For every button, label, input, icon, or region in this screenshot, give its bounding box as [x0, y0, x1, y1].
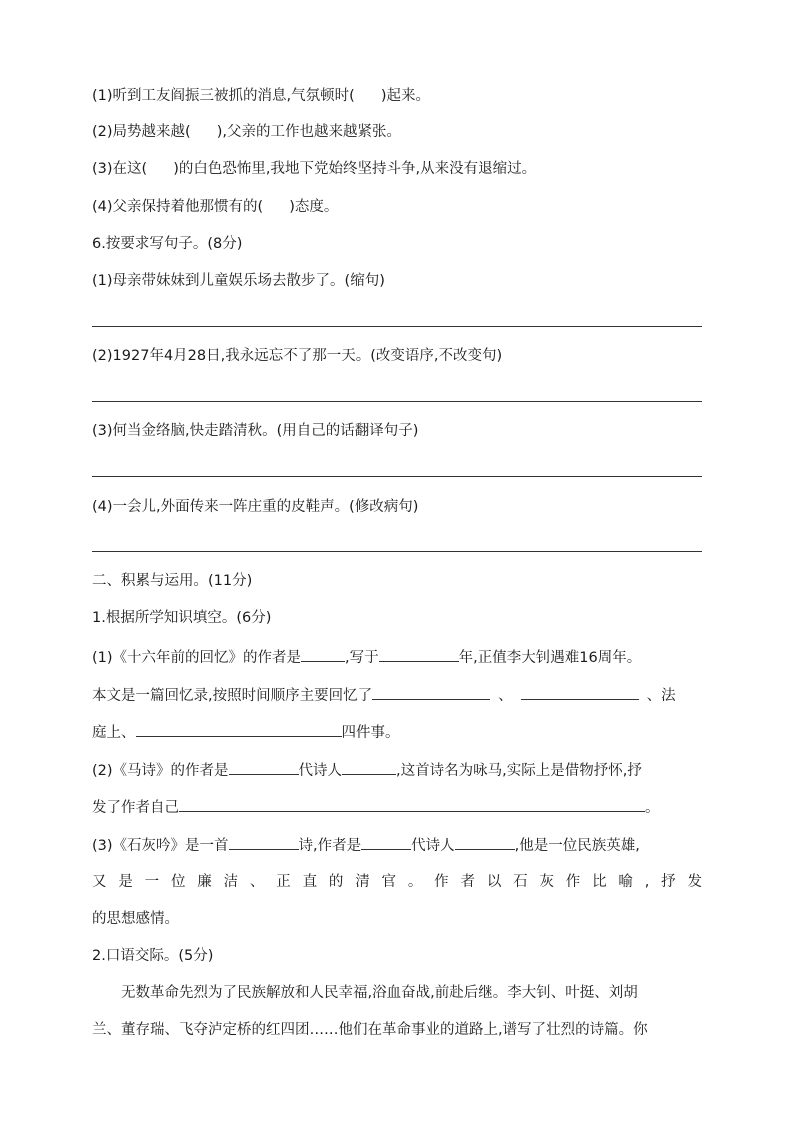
q5-item-4-pre: (4)父亲保持着他那惯有的(: [92, 199, 264, 215]
s2-q1-1-text-h: 四件事。: [341, 725, 400, 741]
q5-item-1-post: )起来。: [380, 88, 430, 104]
author-blank[interactable]: [301, 646, 345, 662]
poem-type-blank[interactable]: [229, 834, 299, 850]
q6-title: 6.按要求写句子。(8分): [92, 236, 243, 252]
s2-q1-1-text-a: (1)《十六年前的回忆》的作者是: [92, 650, 302, 666]
poet-blank-2[interactable]: [455, 834, 515, 850]
s2-q1-2-line-1: [92, 759, 642, 781]
s2-q1-1-line-1: [92, 646, 641, 668]
s2-q1-1-line-3: [92, 721, 400, 743]
year-blank[interactable]: [379, 646, 459, 662]
s2-q1-2-line-2: [92, 796, 660, 818]
s2-q1-3-line-2: 又是一位廉洁、正直的清官。作者以石灰作比喻,抒发: [92, 874, 702, 890]
q6-item-2: (2)1927年4月28日,我永远忘不了那一天。(改变语序,不改变句): [92, 348, 503, 364]
q5-item-2-pre: (2)局势越来越(: [92, 124, 191, 140]
q5-item-3-pre: (3)在这(: [92, 161, 148, 177]
q6-item-1: (1)母亲带妹妹到儿童娱乐场去散步了。(缩句): [92, 273, 385, 289]
q5-item-3-post: )的白色恐怖里,我地下党始终坚持斗争,从来没有退缩过。: [173, 161, 537, 177]
s2-q1-3-line-3: 的思想感情。: [92, 911, 179, 927]
s2-q1-1-text-b: ,写于: [345, 650, 379, 666]
q5-item-3: [92, 159, 536, 179]
s2-q1-1-text-f: 、法: [646, 688, 676, 704]
q5-item-4-post: )态度。: [289, 199, 339, 215]
s2-q1-title: 1.根据所学知识填空。(6分): [92, 610, 272, 626]
s2-q2-paragraph-line-1: 无数革命先烈为了民族解放和人民幸福,浴血奋战,前赴后继。李大钊、叶挺、刘胡: [121, 985, 638, 1001]
section-2-title: 二、积累与运用。(11分): [92, 573, 253, 589]
s2-q1-3-text-a: (3)《石灰吟》是一首: [92, 838, 229, 854]
q6-item-3: (3)何当金络脑,快走踏清秋。(用自己的话翻译句子): [92, 423, 419, 439]
event-blank-2[interactable]: [521, 684, 639, 700]
s2-q1-1-line-2: [92, 684, 676, 706]
s2-q1-3-text-d: ,他是一位民族英雄,: [514, 838, 640, 854]
s2-q1-3-text-c: 代诗人: [411, 838, 455, 854]
q6-answer-line-3[interactable]: [92, 476, 702, 477]
s2-q1-2-text-b: 代诗人: [298, 763, 343, 779]
dynasty-blank-2[interactable]: [361, 834, 411, 850]
dynasty-blank[interactable]: [229, 759, 299, 775]
q6-answer-line-1[interactable]: [92, 326, 702, 327]
q5-item-1: [92, 86, 430, 106]
s2-q1-1-text-d: 本文是一篇回忆录,按照时间顺序主要回忆了: [92, 688, 373, 704]
s2-q1-1-text-g: 庭上、: [92, 725, 136, 741]
s2-q1-1-text-e: 、: [498, 688, 513, 704]
q5-item-2-post: ),父亲的工作也越来越紧张。: [216, 124, 401, 140]
q5-item-2: [92, 122, 401, 142]
event-blank-1[interactable]: [372, 684, 490, 700]
s2-q1-1-text-c: 年,正值李大钊遇难16周年。: [458, 650, 642, 666]
poet-blank[interactable]: [342, 759, 396, 775]
q5-item-4: [92, 197, 338, 217]
feeling-blank[interactable]: [179, 796, 645, 812]
s2-q2-title: 2.口语交际。(5分): [92, 948, 214, 964]
q6-item-4: (4)一会儿,外面传来一阵庄重的皮鞋声。(修改病句): [92, 499, 419, 515]
event-blank-3[interactable]: [136, 721, 342, 737]
s2-q1-2-text-a: (2)《马诗》的作者是: [92, 763, 229, 779]
s2-q1-3-line-1: [92, 834, 640, 856]
q5-item-1-pre: (1)听到工友阎振三被抓的消息,气氛顿时(: [92, 88, 355, 104]
q6-answer-line-2[interactable]: [92, 401, 702, 402]
s2-q1-2-text-d: 发了作者自己: [92, 800, 179, 816]
s2-q2-paragraph-line-2: 兰、董存瑞、飞夺泸定桥的红四团……他们在革命事业的道路上,谱写了壮烈的诗篇。你: [92, 1022, 648, 1038]
s2-q1-3-text-b: 诗,作者是: [298, 838, 362, 854]
s2-q1-2-text-c: ,这首诗名为咏马,实际上是借物抒怀,抒: [396, 763, 642, 779]
s2-q1-2-text-e: 。: [645, 800, 660, 816]
q6-answer-line-4[interactable]: [92, 551, 702, 552]
